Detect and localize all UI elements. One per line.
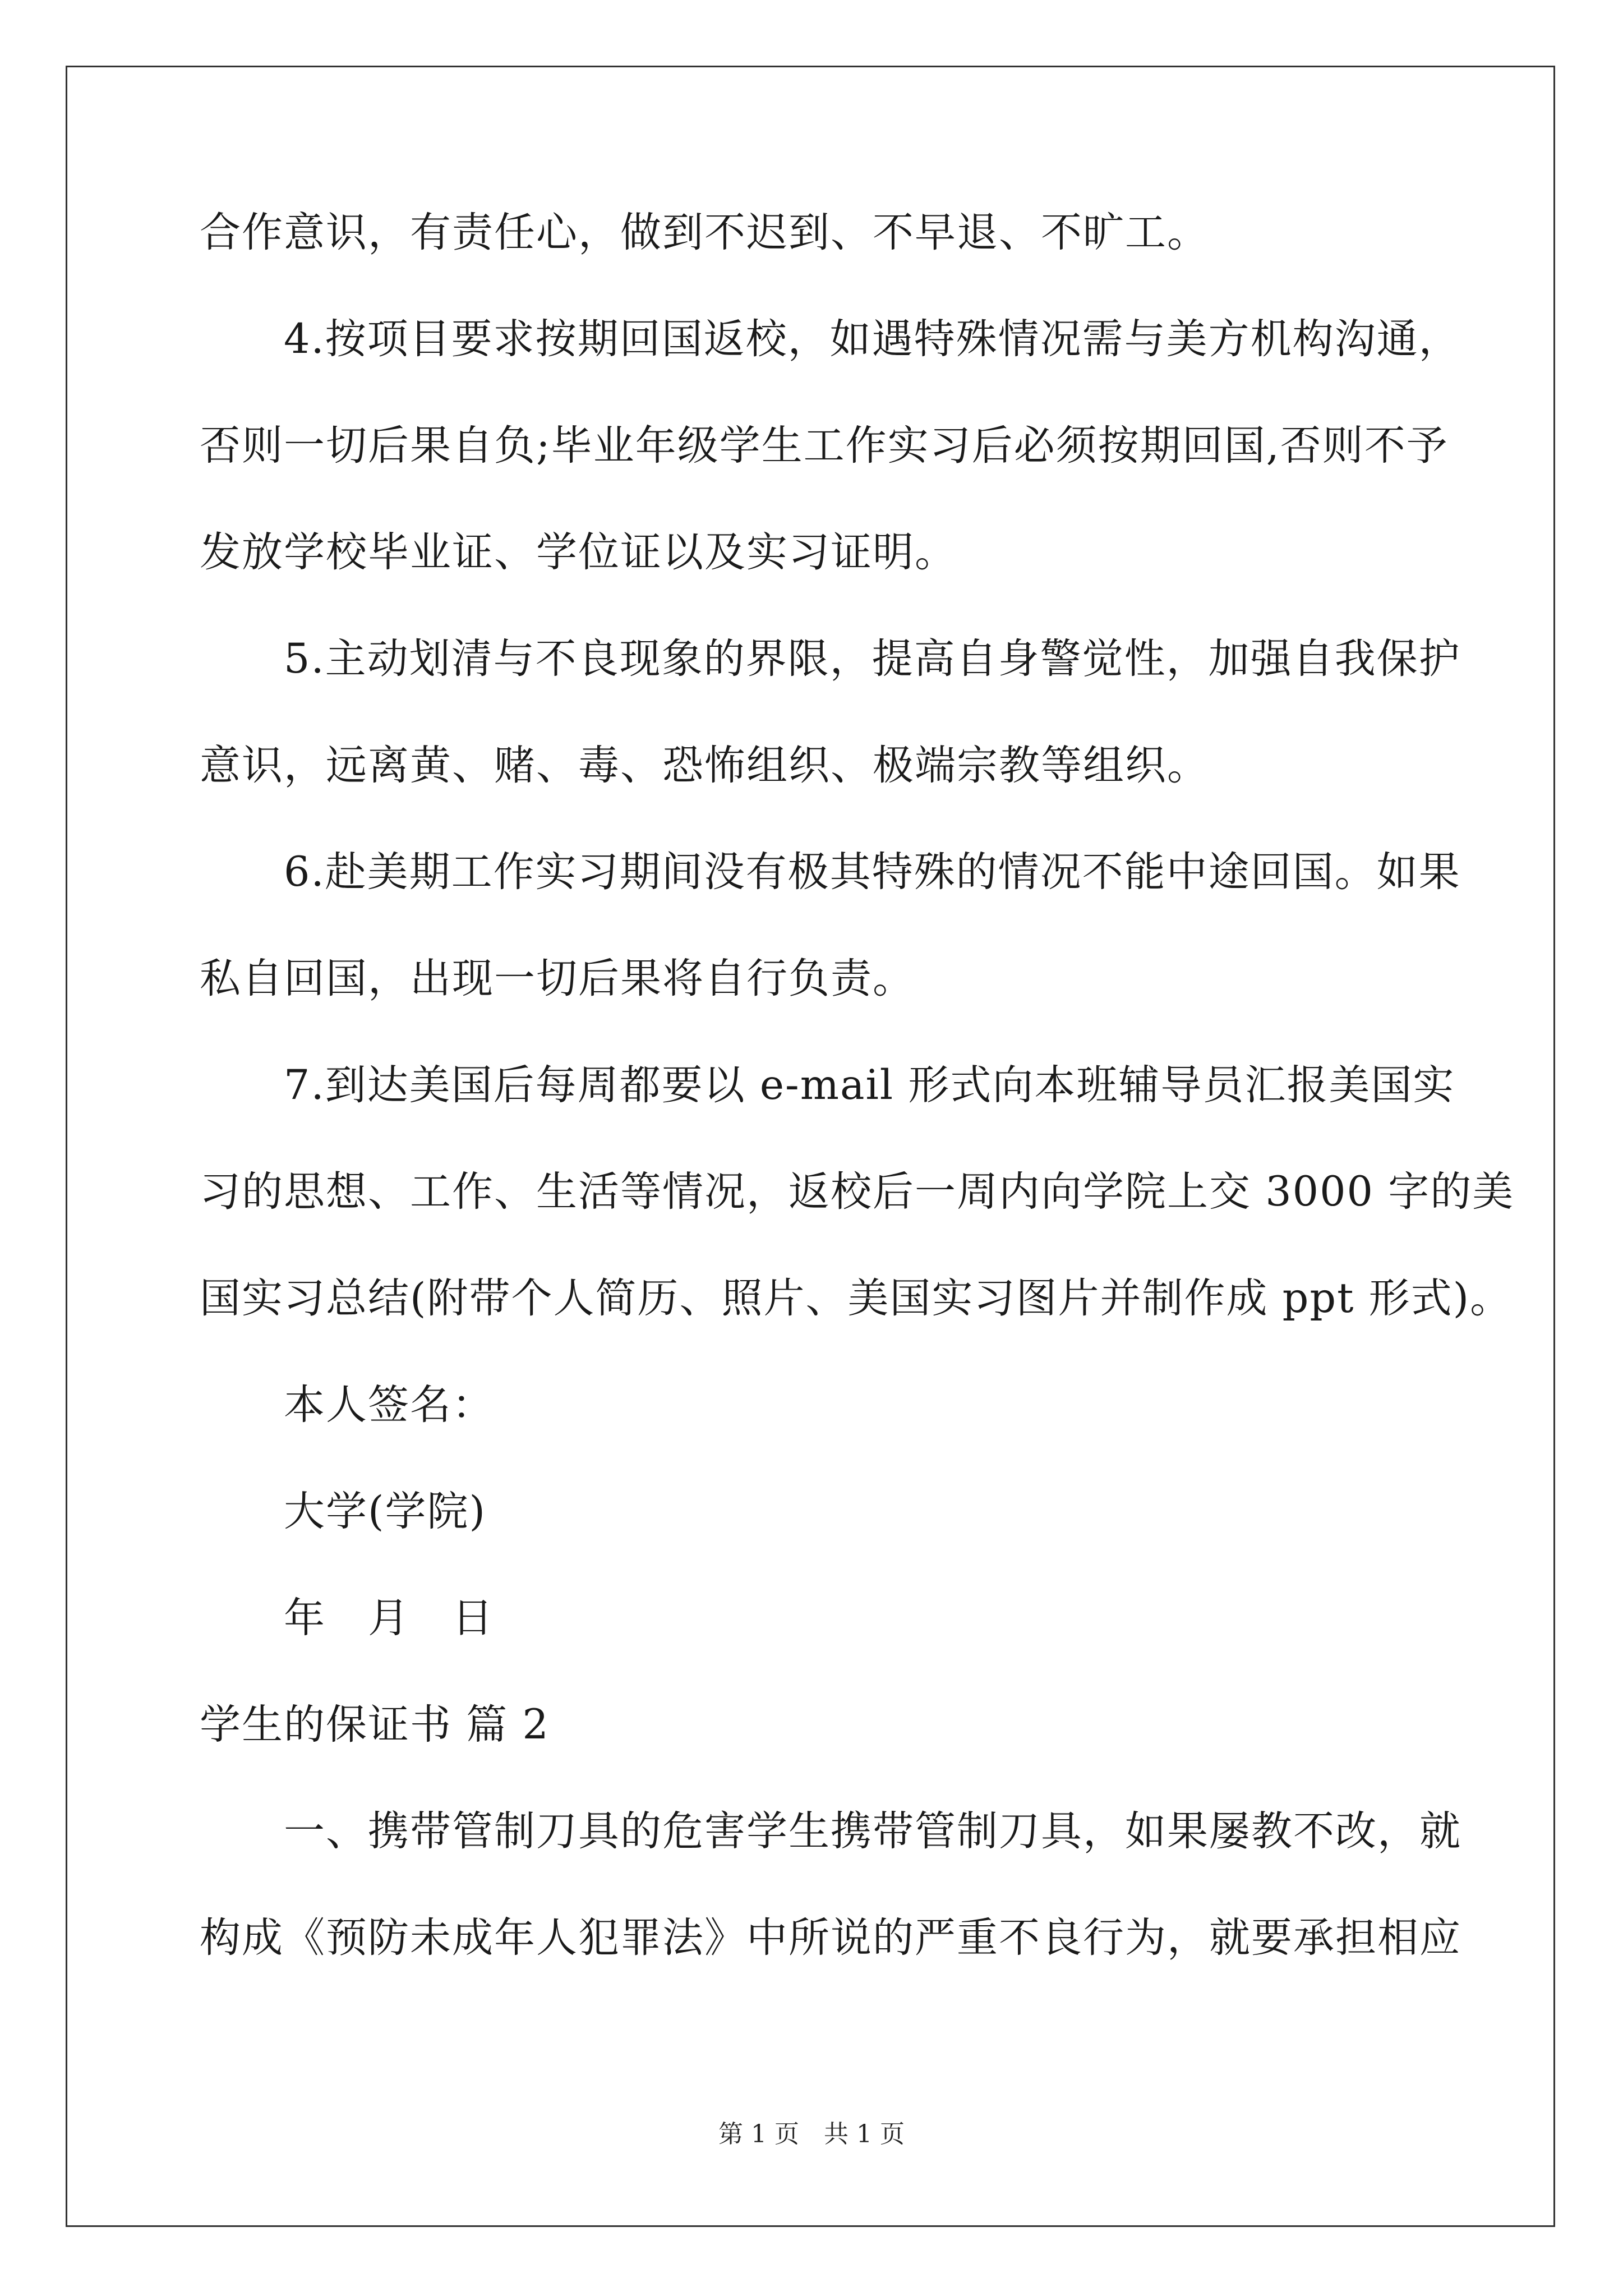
- page-footer: 第 1 页 共 1 页: [718, 2120, 905, 2148]
- text-line: 构成《预防未成年人犯罪法》中所说的严重不良行为，就要承担相应: [200, 1914, 1461, 1962]
- section-heading: 学生的保证书 篇 2: [200, 1701, 550, 1749]
- signature-label: 本人签名：: [200, 1381, 494, 1429]
- text-line: 国实习总结(附带个人简历、照片、美国实习图片并制作成 ppt 形式)。: [200, 1274, 1513, 1322]
- text-line: 4.按项目要求按期回国返校，如遇特殊情况需与美方机构沟通，: [200, 315, 1461, 363]
- text-line: 意识，远离黄、赌、毒、恐怖组织、极端宗教等组织。: [200, 742, 1209, 789]
- text-line: 6.赴美期工作实习期间没有极其特殊的情况不能中途回国。如果: [200, 848, 1461, 896]
- page-border: [66, 66, 1555, 2227]
- text-line: 7.到达美国后每周都要以 e-mail 形式向本班辅导员汇报美国实: [200, 1061, 1455, 1109]
- text-line: 否则一切后果自负;毕业年级学生工作实习后必须按期回国,否则不予: [200, 422, 1449, 470]
- date-label: 年 月 日: [200, 1594, 494, 1642]
- text-line: 5.主动划清与不良现象的界限，提高自身警觉性，加强自我保护: [200, 635, 1461, 683]
- text-line: 习的思想、工作、生活等情况，返校后一周内向学院上交 3000 字的美: [200, 1168, 1515, 1216]
- university-label: 大学(学院): [200, 1488, 486, 1535]
- text-line: 一、携带管制刀具的危害学生携带管制刀具，如果屡教不改，就: [200, 1807, 1461, 1855]
- text-line: 合作意识，有责任心，做到不迟到、不早退、不旷工。: [200, 209, 1209, 256]
- text-line: 私自回国，出现一切后果将自行负责。: [200, 955, 915, 1002]
- text-line: 发放学校毕业证、学位证以及实习证明。: [200, 528, 957, 576]
